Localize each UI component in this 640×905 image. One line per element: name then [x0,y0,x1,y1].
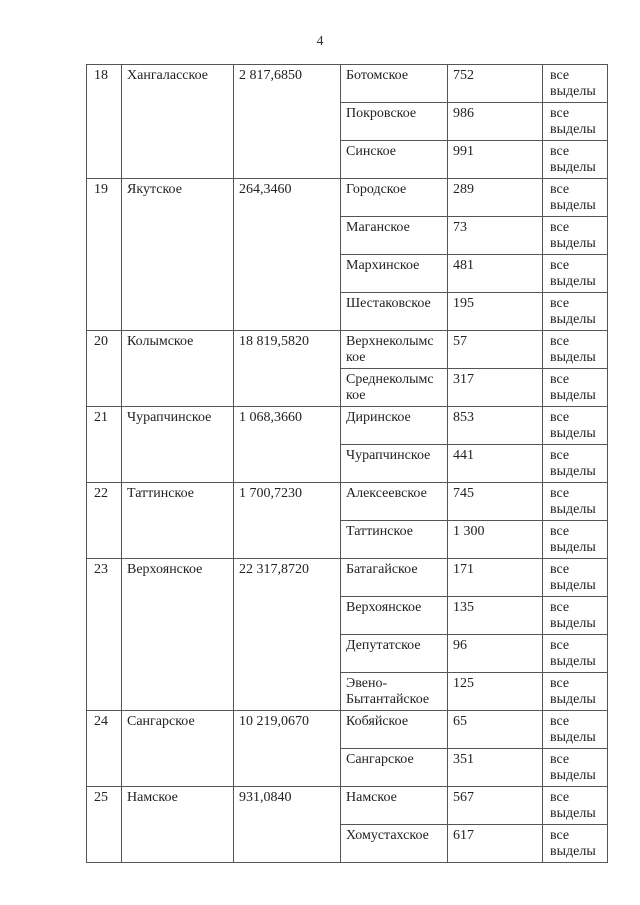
forestry-name: Колымское [122,331,234,407]
allotments: все выделы [543,331,608,369]
quarter-number: 135 [448,597,543,635]
district-forestry-name: Сангарское [341,749,448,787]
forestry-number: 22 [87,483,122,559]
table-row [87,331,608,369]
forestry-area: 22 317,8720 [234,559,341,711]
district-forestry-name: Среднеколымс кое [341,369,448,407]
district-forestry-name: Эвено-Бытантайское [341,673,448,711]
table-row [87,65,608,103]
allotments: все выделы [543,749,608,787]
forestry-name: Хангаласское [122,65,234,179]
allotments: все выделы [543,217,608,255]
quarter-number: 853 [448,407,543,445]
table-row [87,179,608,217]
allotments: все выделы [543,825,608,863]
quarter-number: 57 [448,331,543,369]
quarter-number: 481 [448,255,543,293]
district-forestry-name: Чурапчинское [341,445,448,483]
forestry-number: 24 [87,711,122,787]
allotments: все выделы [543,65,608,103]
quarter-number: 441 [448,445,543,483]
district-forestry-name: Городское [341,179,448,217]
forestry-name: Намское [122,787,234,863]
quarter-number: 752 [448,65,543,103]
allotments: все выделы [543,141,608,179]
allotments: все выделы [543,673,608,711]
allotments: все выделы [543,255,608,293]
forestry-number: 23 [87,559,122,711]
page-number: 4 [316,34,324,49]
district-forestry-name: Шестаковское [341,293,448,331]
district-forestry-name: Верхоянское [341,597,448,635]
quarter-number: 125 [448,673,543,711]
quarter-number: 991 [448,141,543,179]
quarter-number: 351 [448,749,543,787]
quarter-number: 617 [448,825,543,863]
table-row [87,407,608,445]
forestry-name: Чурапчинское [122,407,234,483]
quarter-number: 986 [448,103,543,141]
district-forestry-name: Синское [341,141,448,179]
district-forestry-name: Хомустахское [341,825,448,863]
district-forestry-name: Намское [341,787,448,825]
quarter-number: 65 [448,711,543,749]
forestry-area: 264,3460 [234,179,341,331]
district-forestry-name: Верхнеколымс кое [341,331,448,369]
forestry-name: Сангарское [122,711,234,787]
forestry-area: 1 068,3660 [234,407,341,483]
table-row [87,711,608,749]
forestry-table-body [87,65,608,863]
district-forestry-name: Ботомское [341,65,448,103]
table-row [87,483,608,521]
district-forestry-name: Маганское [341,217,448,255]
forestry-area: 2 817,6850 [234,65,341,179]
table-row [87,559,608,597]
allotments: все выделы [543,407,608,445]
district-forestry-name: Батагайское [341,559,448,597]
forestry-table [86,64,608,863]
allotments: все выделы [543,369,608,407]
forestry-name: Якутское [122,179,234,331]
district-forestry-name: Диринское [341,407,448,445]
district-forestry-name: Таттинское [341,521,448,559]
district-forestry-name: Мархинское [341,255,448,293]
forestry-number: 18 [87,65,122,179]
quarter-number: 567 [448,787,543,825]
allotments: все выделы [543,179,608,217]
allotments: все выделы [543,445,608,483]
allotments: все выделы [543,787,608,825]
district-forestry-name: Покровское [341,103,448,141]
forestry-area: 10 219,0670 [234,711,341,787]
quarter-number: 73 [448,217,543,255]
allotments: все выделы [543,635,608,673]
forestry-number: 21 [87,407,122,483]
quarter-number: 745 [448,483,543,521]
district-forestry-name: Алексеевское [341,483,448,521]
quarter-number: 317 [448,369,543,407]
allotments: все выделы [543,711,608,749]
quarter-number: 195 [448,293,543,331]
allotments: все выделы [543,559,608,597]
quarter-number: 289 [448,179,543,217]
forestry-area: 931,0840 [234,787,341,863]
quarter-number: 1 300 [448,521,543,559]
quarter-number: 96 [448,635,543,673]
allotments: все выделы [543,483,608,521]
forestry-name: Верхоянское [122,559,234,711]
allotments: все выделы [543,597,608,635]
quarter-number: 171 [448,559,543,597]
forestry-area: 1 700,7230 [234,483,341,559]
forestry-number: 19 [87,179,122,331]
forestry-area: 18 819,5820 [234,331,341,407]
district-forestry-name: Депутатское [341,635,448,673]
allotments: все выделы [543,521,608,559]
forestry-number: 25 [87,787,122,863]
district-forestry-name: Кобяйское [341,711,448,749]
table-row [87,787,608,825]
allotments: все выделы [543,103,608,141]
forestry-number: 20 [87,331,122,407]
forestry-name: Таттинское [122,483,234,559]
allotments: все выделы [543,293,608,331]
